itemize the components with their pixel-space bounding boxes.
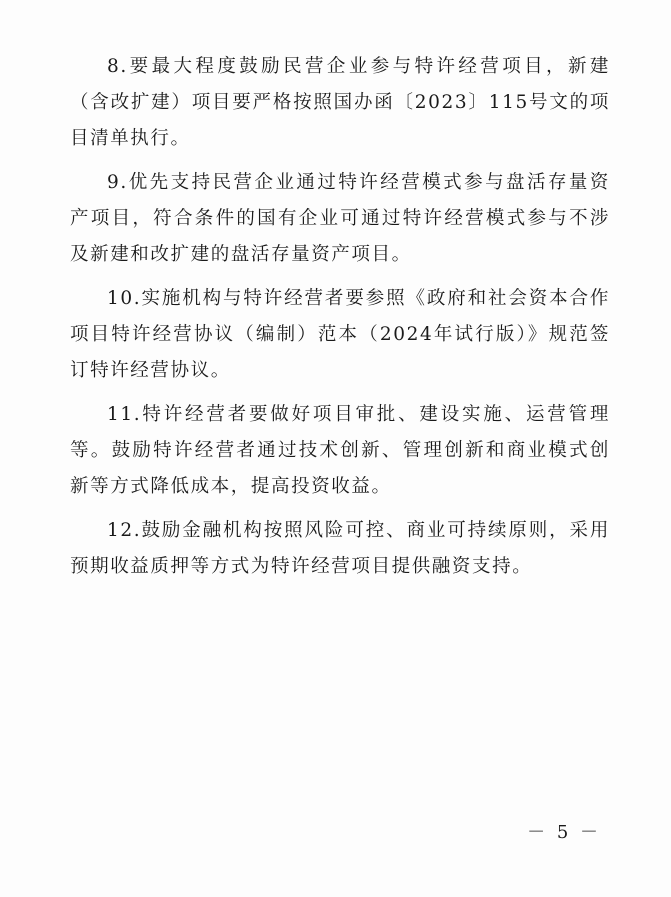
- page-number: － 5 －: [527, 822, 601, 843]
- paragraph-item-10: 10.实施机构与特许经营者要参照《政府和社会资本合作项目特许经营协议（编制）范本（2024年试行版）》规范签订特许经营协议。: [70, 288, 610, 381]
- paragraph-item-8: 8.要最大程度鼓励民营企业参与特许经营项目，新建（含改扩建）项目要严格按照国办函〔2023〕115号文的项目清单执行。: [70, 56, 610, 149]
- document-body: [70, 49, 610, 585]
- paragraph-item-12: 12.鼓励金融机构按照风险可控、商业可持续原则，采用预期收益质押等方式为特许经营项目提供融资支持。: [70, 520, 610, 577]
- paragraph-item-11: 11.特许经营者要做好项目审批、建设实施、运营管理等。鼓励特许经营者通过技术创新、管理创新和商业模式创新等方式降低成本，提高投资收益。: [70, 404, 610, 497]
- paragraph-item-9: 9.优先支持民营企业通过特许经营模式参与盘活存量资产项目，符合条件的国有企业可通过特许经营模式参与不涉及新建和改扩建的盘活存量资产项目。: [70, 172, 610, 265]
